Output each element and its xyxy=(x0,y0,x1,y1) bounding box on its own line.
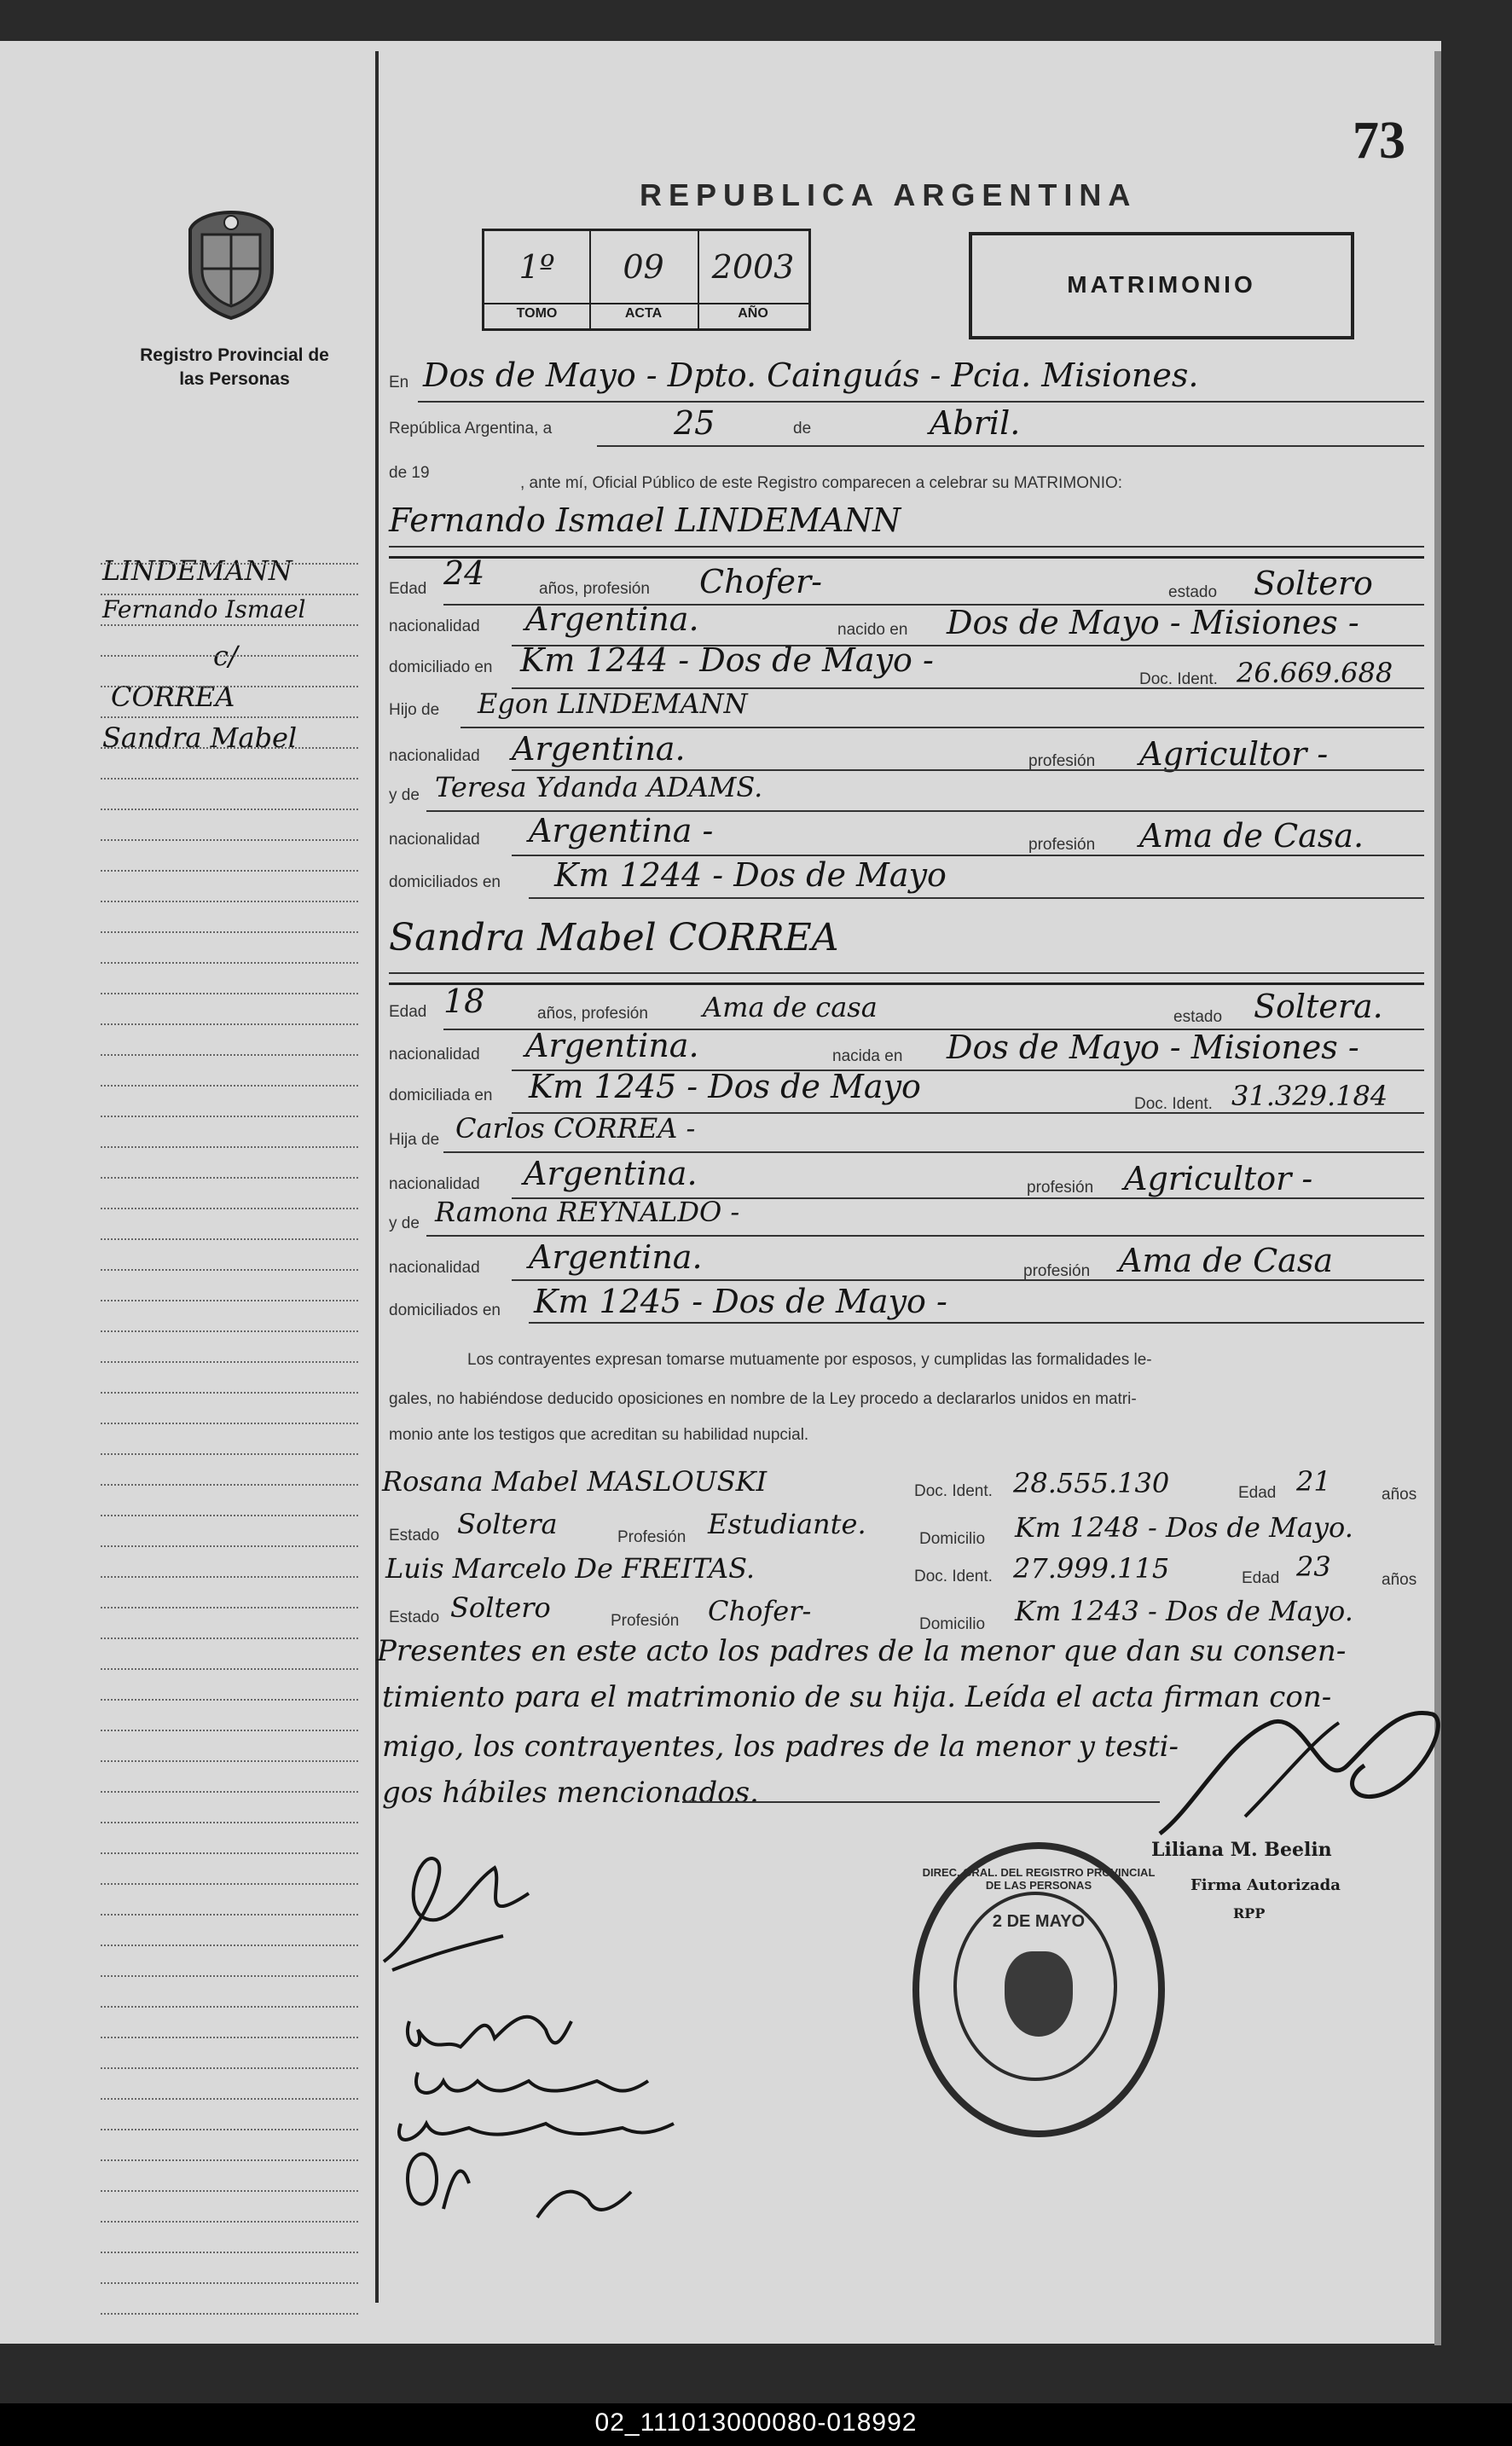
bride-doc-label: Doc. Ident. xyxy=(1134,1095,1213,1113)
margin-ruled-line xyxy=(101,1330,358,1332)
margin-ruled-line xyxy=(101,2006,358,2008)
margin-ruled-line xyxy=(101,778,358,780)
rule xyxy=(597,445,1424,447)
margin-ruled-line xyxy=(101,624,358,626)
groom-mother-profession-label: profesión xyxy=(1028,836,1096,854)
bride-age: 18 xyxy=(443,982,485,1020)
witness2-doc-label: Doc. Ident. xyxy=(914,1568,993,1585)
margin-ruled-line xyxy=(101,686,358,687)
rule xyxy=(426,1235,1424,1237)
tomo-cell xyxy=(484,231,591,328)
margin-ruled-line xyxy=(101,1945,358,1946)
groom-age-label: Edad xyxy=(389,580,427,598)
groom-father: Egon LINDEMANN xyxy=(478,687,748,720)
declaration-line: monio ante los testigos que acreditan su habilidad nupcial. xyxy=(389,1426,809,1444)
margin-ruled-line xyxy=(101,1300,358,1301)
margin-ruled-line xyxy=(101,2037,358,2038)
groom-domicile-label: domiciliado en xyxy=(389,658,493,676)
margin-ruled-line xyxy=(101,2282,358,2284)
rule xyxy=(443,1151,1424,1153)
party-signatures xyxy=(367,1834,844,2260)
margin-ruled-line xyxy=(101,993,358,994)
margin-ruled-line xyxy=(101,962,358,964)
notes-line: timiento para el matrimonio de su hija. Leída el acta firman con- xyxy=(382,1680,1332,1714)
groom-mother-nationality-label: nacionalidad xyxy=(389,831,480,849)
official-stamp xyxy=(912,1842,1165,2137)
margin-ruled-line xyxy=(101,1883,358,1885)
witness1-profession: Estudiante. xyxy=(708,1508,866,1540)
witness1-years-label: años xyxy=(1382,1486,1417,1504)
groom-status: Soltero xyxy=(1254,565,1373,602)
bride-father-label: Hija de xyxy=(389,1131,440,1149)
groom-doc: 26.669.688 xyxy=(1237,657,1393,689)
margin-ruled-line xyxy=(101,1637,358,1639)
groom-nationality-label: nacionalidad xyxy=(389,617,480,635)
margin-line: Sandra Mabel xyxy=(102,722,298,754)
groom-domicile: Km 1244 - Dos de Mayo - xyxy=(520,641,934,679)
officer-subtitle: RPP xyxy=(1233,1905,1266,1921)
margin-ruled-line xyxy=(101,2159,358,2161)
bride-mother-nationality: Argentina. xyxy=(529,1238,703,1276)
margin-ruled-line xyxy=(101,1730,358,1731)
coat-of-arms-icon xyxy=(183,209,279,320)
acta-label: ACTA xyxy=(589,303,698,322)
signature-witness1 xyxy=(416,2072,648,2093)
margin-line: Fernando Ismael xyxy=(102,595,306,623)
witness2-status-label: Estado xyxy=(389,1608,440,1626)
rule xyxy=(389,546,1424,548)
signature-bride xyxy=(408,2017,571,2047)
rule xyxy=(418,401,1424,403)
margin-ruled-line xyxy=(101,870,358,872)
page-number: 73 xyxy=(1353,112,1405,170)
ceremony-day: 25 xyxy=(674,404,715,442)
bride-status: Soltera. xyxy=(1254,988,1383,1025)
witness2-domicile: Km 1243 - Dos de Mayo. xyxy=(1015,1595,1353,1627)
rule xyxy=(461,727,1424,728)
margin-ruled-line xyxy=(101,931,358,933)
margin-line: LINDEMANN xyxy=(102,554,293,587)
rule xyxy=(529,1322,1424,1324)
groom-birthplace-label: nacido en xyxy=(837,621,908,639)
bride-mother-profession: Ama de Casa xyxy=(1119,1242,1333,1279)
margin-ruled-line xyxy=(101,2190,358,2192)
margin-ruled-line xyxy=(101,1085,358,1087)
ano-value: 2003 xyxy=(711,248,795,286)
margin-ruled-line xyxy=(101,2098,358,2100)
margin-ruled-line xyxy=(101,1791,358,1793)
margin-ruled-line xyxy=(101,747,358,749)
margin-ruled-line xyxy=(101,1238,358,1240)
groom-mother-label: y de xyxy=(389,786,420,804)
bride-father: Carlos CORREA - xyxy=(455,1112,696,1145)
groom-status-label: estado xyxy=(1168,583,1218,601)
bride-nationality-label: nacionalidad xyxy=(389,1046,480,1064)
stamp-text: DIREC. GRAL. DEL REGISTRO PROVINCIAL DE LAS PERSONAS xyxy=(922,1866,1156,1892)
witness1-domicile-label: Domicilio xyxy=(919,1530,986,1548)
margin-ruled-line xyxy=(101,1054,358,1056)
witness1-profession-label: Profesión xyxy=(617,1528,686,1546)
margin-ruled-line xyxy=(101,1177,358,1179)
de-label: de xyxy=(793,420,812,438)
margin-ruled-line xyxy=(101,1361,358,1363)
margin-ruled-line xyxy=(101,1116,358,1117)
republic-label: República Argentina, a xyxy=(389,420,553,438)
groom-profession-label: años, profesión xyxy=(539,580,650,598)
notes-line: migo, los contrayentes, los padres de la menor y testi- xyxy=(382,1730,1179,1764)
ceremony-month: Abril. xyxy=(930,404,1021,442)
groom-profession: Chofer- xyxy=(699,563,822,600)
notes-line: gos hábiles mencionados. xyxy=(382,1776,759,1810)
groom-name: Fernando Ismael LINDEMANN xyxy=(389,501,901,539)
margin-ruled-line xyxy=(101,901,358,902)
margin-ruled-line xyxy=(101,1760,358,1762)
margin-ruled-line xyxy=(101,2313,358,2315)
bride-domicile-label: domiciliada en xyxy=(389,1087,493,1104)
margin-ruled-line xyxy=(101,1975,358,1977)
margin-ruled-line xyxy=(101,1668,358,1670)
signature-parents xyxy=(408,2154,631,2217)
margin-ruled-line xyxy=(101,655,358,657)
bride-name: Sandra Mabel CORREA xyxy=(389,916,839,959)
margin-ruled-line xyxy=(101,1453,358,1455)
bride-parents-domicile-label: domiciliados en xyxy=(389,1301,501,1319)
acta-cell xyxy=(589,231,699,328)
rule xyxy=(529,897,1424,899)
witness2-profession-label: Profesión xyxy=(611,1612,680,1630)
witness2-status: Soltero xyxy=(450,1591,551,1624)
margin-line: c/ xyxy=(213,640,238,672)
bride-doc: 31.329.184 xyxy=(1231,1080,1388,1112)
document-id: 02_111013000080-018992 xyxy=(594,2408,918,2437)
margin-ruled-line xyxy=(101,1914,358,1916)
bride-parents-domicile: Km 1245 - Dos de Mayo - xyxy=(534,1283,947,1320)
margin-ruled-line xyxy=(101,2221,358,2223)
groom-nationality: Argentina. xyxy=(525,600,699,638)
stamp-center-text: 2 DE MAYO xyxy=(992,1912,1086,1931)
margin-ruled-line xyxy=(101,1515,358,1516)
margin-ruled-line xyxy=(101,2067,358,2069)
officer-signature xyxy=(1143,1689,1467,1859)
en-label: En xyxy=(389,374,409,391)
issuer-name: Registro Provincial de las Personas xyxy=(140,345,329,389)
bride-mother-label: y de xyxy=(389,1214,420,1232)
groom-father-nationality: Argentina. xyxy=(512,730,686,768)
tomo-value: 1º xyxy=(518,248,555,286)
witness1-doc-label: Doc. Ident. xyxy=(914,1482,993,1500)
stamp-emblem-icon xyxy=(1005,1951,1073,2037)
margin-ruled-line xyxy=(101,716,358,718)
margin-ruled-line xyxy=(101,839,358,841)
groom-parents-domicile: Km 1244 - Dos de Mayo xyxy=(554,856,947,894)
signature-witness2 xyxy=(399,2124,674,2140)
groom-father-label: Hijo de xyxy=(389,701,440,719)
margin-ruled-line xyxy=(101,2129,358,2130)
margin-ruled-line xyxy=(101,1545,358,1547)
groom-doc-label: Doc. Ident. xyxy=(1139,670,1218,688)
margin-line: CORREA xyxy=(111,681,235,713)
margin-ruled-line xyxy=(101,1392,358,1394)
witness2-domicile-label: Domicilio xyxy=(919,1615,986,1633)
witness1-age: 21 xyxy=(1296,1465,1331,1498)
witness2-profession: Chofer- xyxy=(708,1595,812,1627)
groom-father-profession-label: profesión xyxy=(1028,752,1096,770)
bride-birthplace-label: nacida en xyxy=(832,1047,903,1065)
margin-ruled-line xyxy=(101,1146,358,1148)
bride-father-nationality: Argentina. xyxy=(524,1155,698,1192)
bride-mother-nationality-label: nacionalidad xyxy=(389,1259,480,1277)
declaration-line: Los contrayentes expresan tomarse mutuamente por esposos, y cumplidas las formalidades le- xyxy=(467,1351,1152,1369)
witness2-age: 23 xyxy=(1296,1550,1331,1583)
bride-mother-profession-label: profesión xyxy=(1023,1262,1091,1280)
margin-ruled-line xyxy=(101,1699,358,1701)
witness1-status: Soltera xyxy=(457,1508,558,1540)
groom-father-nationality-label: nacionalidad xyxy=(389,747,480,765)
acta-value: 09 xyxy=(623,248,664,286)
bride-profession: Ama de casa xyxy=(703,991,878,1023)
witness1-age-label: Edad xyxy=(1238,1484,1277,1502)
witness1-domicile: Km 1248 - Dos de Mayo. xyxy=(1015,1511,1353,1544)
margin-ruled-line xyxy=(101,1023,358,1025)
bride-profession-label: años, profesión xyxy=(537,1005,648,1023)
groom-mother: Teresa Ydanda ADAMS. xyxy=(435,771,763,803)
margin-ruled-line xyxy=(101,1822,358,1823)
ano-cell xyxy=(698,231,808,328)
bride-father-nationality-label: nacionalidad xyxy=(389,1175,480,1193)
bride-nationality: Argentina. xyxy=(525,1027,699,1064)
margin-ruled-line xyxy=(101,1852,358,1854)
register-box xyxy=(482,229,811,331)
declaration-line: gales, no habiéndose deducido oposiciones en nombre de la Ley procedo a declararlos unidos en matri- xyxy=(389,1390,1137,1408)
margin-ruled-line xyxy=(101,563,358,565)
officer-name: Liliana M. Beelin xyxy=(1151,1839,1332,1861)
signature-groom xyxy=(384,1858,529,1970)
record-type: MATRIMONIO xyxy=(1067,271,1256,298)
section-rule xyxy=(389,556,1424,559)
bride-father-profession: Agricultor - xyxy=(1124,1160,1313,1197)
year-label: de 19 xyxy=(389,464,430,482)
rule xyxy=(682,1801,1160,1803)
margin-ruled-line xyxy=(101,1607,358,1608)
bride-domicile: Km 1245 - Dos de Mayo xyxy=(529,1068,921,1105)
margin-ruled-line xyxy=(101,1269,358,1271)
groom-age: 24 xyxy=(443,554,485,592)
groom-mother-nationality: Argentina - xyxy=(529,812,714,849)
margin-ruled-line xyxy=(101,1484,358,1486)
margin-ruled-line xyxy=(101,1208,358,1209)
tomo-label: TOMO xyxy=(484,303,589,322)
officer-title: Firma Autorizada xyxy=(1190,1876,1341,1894)
margin-ruled-line xyxy=(101,809,358,810)
witness1-status-label: Estado xyxy=(389,1527,440,1545)
witness1-name: Rosana Mabel MASLOUSKI xyxy=(382,1465,768,1498)
bride-birthplace: Dos de Mayo - Misiones - xyxy=(947,1029,1359,1066)
groom-birthplace: Dos de Mayo - Misiones - xyxy=(947,604,1359,641)
margin-ruled-line xyxy=(101,1576,358,1578)
record-type-box xyxy=(969,232,1354,339)
section-rule xyxy=(389,982,1424,985)
ano-label: AÑO xyxy=(698,303,808,322)
bride-age-label: Edad xyxy=(389,1003,427,1021)
groom-mother-profession: Ama de Casa. xyxy=(1139,817,1364,855)
witness2-years-label: años xyxy=(1382,1571,1417,1589)
margin-ruled-line xyxy=(101,2252,358,2253)
margin-ruled-line xyxy=(101,594,358,595)
witness2-age-label: Edad xyxy=(1242,1569,1280,1587)
rule xyxy=(512,1279,1424,1281)
bride-status-label: estado xyxy=(1173,1008,1223,1026)
notes-line: Presentes en este acto los padres de la menor que dan su consen- xyxy=(377,1634,1347,1668)
witness1-doc: 28.555.130 xyxy=(1013,1467,1170,1499)
groom-father-profession: Agricultor - xyxy=(1139,735,1329,773)
rule xyxy=(389,972,1424,974)
witness2-name: Luis Marcelo De FREITAS. xyxy=(385,1552,756,1585)
bride-father-profession-label: profesión xyxy=(1027,1179,1094,1197)
witness2-doc: 27.999.115 xyxy=(1013,1552,1170,1585)
groom-parents-domicile-label: domiciliados en xyxy=(389,873,501,891)
intro-text: , ante mí, Oficial Público de este Registro comparecen a celebrar su MATRIMONIO: xyxy=(520,474,1123,492)
page-right-edge xyxy=(1434,51,1441,2345)
ceremony-place: Dos de Mayo - Dpto. Cainguás - Pcia. Misiones. xyxy=(423,356,1199,394)
margin-ruled-line xyxy=(101,1423,358,1424)
country-title: REPUBLICA ARGENTINA xyxy=(640,177,1138,212)
bride-mother: Ramona REYNALDO - xyxy=(435,1196,740,1228)
